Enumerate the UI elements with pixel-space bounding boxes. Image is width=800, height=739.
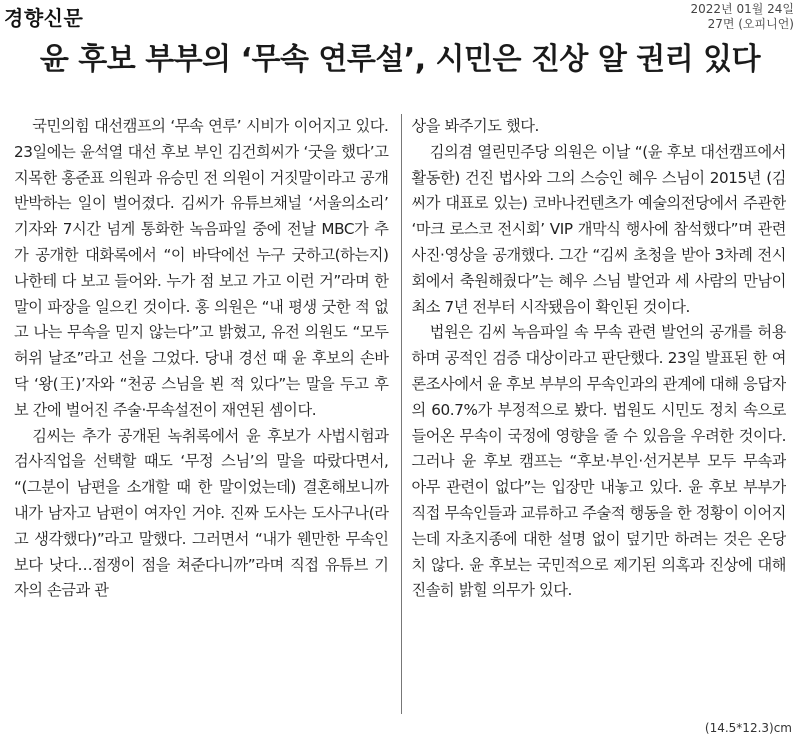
newspaper-name: 경향신문	[4, 6, 84, 30]
article-body	[14, 114, 786, 714]
clip-size: (14.5*12.3)cm	[704, 721, 792, 735]
page-section: 27면 (오피니언)	[707, 17, 794, 31]
publication-info	[691, 2, 794, 32]
editorial-headline: 윤 후보 부부의 ‘무속 연루설’, 시민은 진상 알 권리 있다	[39, 42, 761, 77]
paragraph: 국민의힘 대선캠프의 ‘무속 연루’ 시비가 이어지고 있다. 23일에는 윤석열 대선 후보 부인 김건희씨가 ‘굿을 했다’고 지목한 홍준표 의원과 유승민 전 의원이 거짓말이라고 공개 반박하는 일이 벌어졌다. 김씨가 유튜브채널 ‘서울의소리’ 기자와 7시간 넘게 통화한 녹음파일 중에 전날 MBC가 추가 공개한 대화록에서 “이 바닥에선 누구 굿하고(하는지) 나한테 다 보고 들어와. 누가 점 보고 가고 이런 거”라며 한 말이 파장을 일으킨 것이다. 홍 의원은 “내 평생 굿한 적 없고 나는 무속을 믿지 않는다”고 밝혔고, 유전 의원도 “모두 허위 날조”라고 선을 그었다. 당내 경선 때 윤 후보의 손바닥 ‘왕(王)’자와 “천공 스님을 뵌 적 있다”는 말을 두고 후보 간에 벌어진 주술·무속설전이 재연된 셈이다.	[14, 117, 389, 419]
left-column	[14, 114, 389, 714]
paragraph: 김씨는 추가 공개된 녹취록에서 윤 후보가 사법시험과 검사직업을 선택할 때도 ‘무정 스님’의 말을 따랐다면서, “(그분이 남편을 소개할 때 한 말이었는데) 결혼해보니까 내가 남자고 남편이 여자인 거야. 진짜 도사는 도사구나(라고 생각했다)”라고 말했다. 그러면서 “내가 웬만한 무속인보다 낫다…점쟁이 점을 쳐준다니까”라며 직접 유튜브 기자의 손금과 관	[14, 426, 389, 600]
publication-date: 2022년 01월 24일	[690, 2, 794, 16]
paragraph: 김의겸 열린민주당 의원은 이날 “(윤 후보 대선캠프에서 활동한) 건진 법사와 그의 스승인 혜우 스님이 2015년 (김씨가 대표로 있는) 코바나컨텐츠가 예술의전당에서 주관한 ‘마크 로스코 전시회’ VIP 개막식 행사에 참석했다”며 관련 사진·영상을 공개했다. 그간 “김씨 초청을 받아 3차례 전시회에서 축원해줬다”는 혜우 스님 발언과 세 사람의 만남이 최소 7년 전부터 시작됐음이 확인된 것이다.	[411, 142, 786, 316]
right-column	[401, 114, 787, 714]
paragraph: 법원은 김씨 녹음파일 속 무속 관련 발언의 공개를 허용하며 공적인 검증 대상이라고 판단했다. 23일 발표된 한 여론조사에서 윤 후보 부부의 무속인과의 관계에 대해 응답자의 60.7%가 부정적으로 봤다. 법원도 시민도 정치 속으로 들어온 무속이 국정에 영향을 줄 수 있음을 우려한 것이다. 그러나 윤 후보 캠프는 “후보·부인·선거본부 모두 무속과 아무 관련이 없다”는 입장만 내놓고 있다. 윤 후보 부부가 직접 무속인들과 교류하고 주술적 행동을 한 정황이 이어지는데 자초지종에 대한 설명 없이 덮기만 하려는 것은 온당치 않다. 윤 후보는 국민적으로 제기된 의혹과 진상에 대해 진솔히 밝힐 의무가 있다.	[411, 323, 786, 600]
paragraph: 상을 봐주기도 했다.	[411, 117, 539, 135]
